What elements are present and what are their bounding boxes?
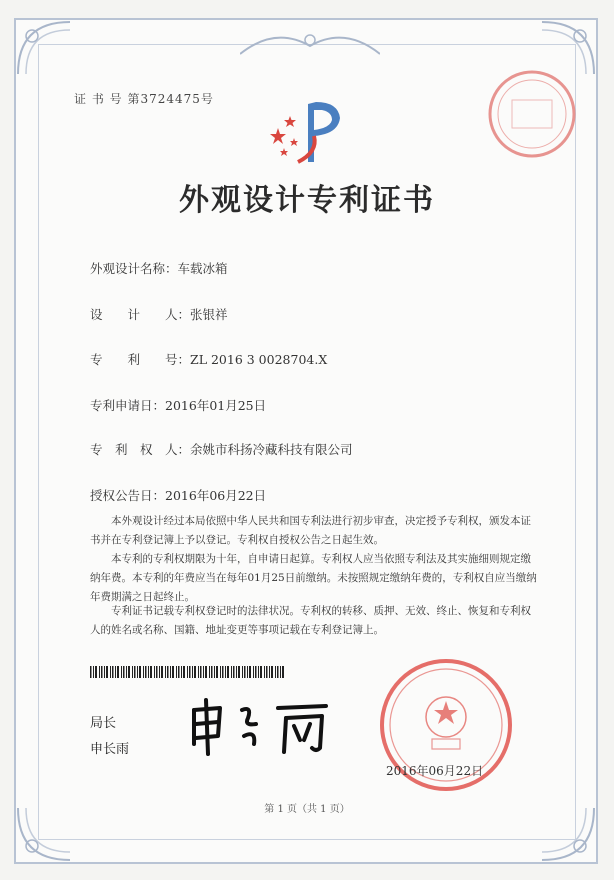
small-red-seal (486, 68, 578, 160)
cnipa-logo (268, 96, 358, 166)
field-label: 外观设计名称： (90, 261, 178, 276)
field-label: 专 利 号： (90, 352, 191, 367)
field-value: 2016年06月22日 (165, 488, 267, 503)
signatory-name: 申长雨 (90, 742, 130, 757)
top-ornament (240, 26, 380, 58)
field-grant-date (90, 486, 266, 504)
field-design-name (90, 259, 228, 277)
paragraph-grant: 本外观设计经过本局依照中华人民共和国专利法进行初步审查，决定授予专利权，颁发本证书并在专利登记簿上予以登记。专利权自授权公告之日起生效。 (90, 515, 531, 546)
field-value: 余姚市科扬冷藏科技有限公司 (190, 442, 353, 457)
field-label: 专利申请日： (90, 398, 166, 413)
field-application-date (90, 396, 266, 414)
field-value: 车载冰箱 (177, 261, 228, 276)
field-patentee (90, 440, 353, 458)
page-footer: 第 1 页（共 1 页） (264, 804, 350, 815)
field-label: 设 计 人： (90, 307, 191, 322)
corner-ornament-top-left (14, 18, 74, 78)
field-patent-number (90, 350, 327, 368)
seal-date: 2016年06月22日 (386, 764, 484, 778)
field-label: 授权公告日： (90, 488, 166, 503)
paragraph-term: 本专利的专利权期限为十年，自申请日起算。专利权人应当依照专利法及其实施细则规定缴纳年费。本专利的年费应当在每年01月25日前缴纳。未按照规定缴纳年费的，专利权自应当缴纳年费期满之日起终止。 (90, 553, 537, 603)
certificate-number: 证 书 号 第3724475号 (74, 92, 214, 106)
barcode (90, 666, 284, 678)
field-value: 2016年01月25日 (165, 398, 267, 413)
field-value: 张银祥 (190, 307, 228, 322)
field-designer (90, 305, 228, 323)
field-label: 专 利 权 人： (90, 442, 191, 457)
handwritten-signature (186, 696, 336, 756)
signatory-title: 局长 (90, 716, 117, 731)
field-value: ZL 2016 3 0028704.X (190, 352, 328, 367)
paragraph-legal-status: 专利证书记载专利权登记时的法律状况。专利权的转移、质押、无效、终止、恢复和专利权人的姓名或名称、国籍、地址变更等事项记载在专利登记簿上。 (90, 605, 531, 636)
certificate-title: 外观设计专利证书 (179, 183, 435, 218)
